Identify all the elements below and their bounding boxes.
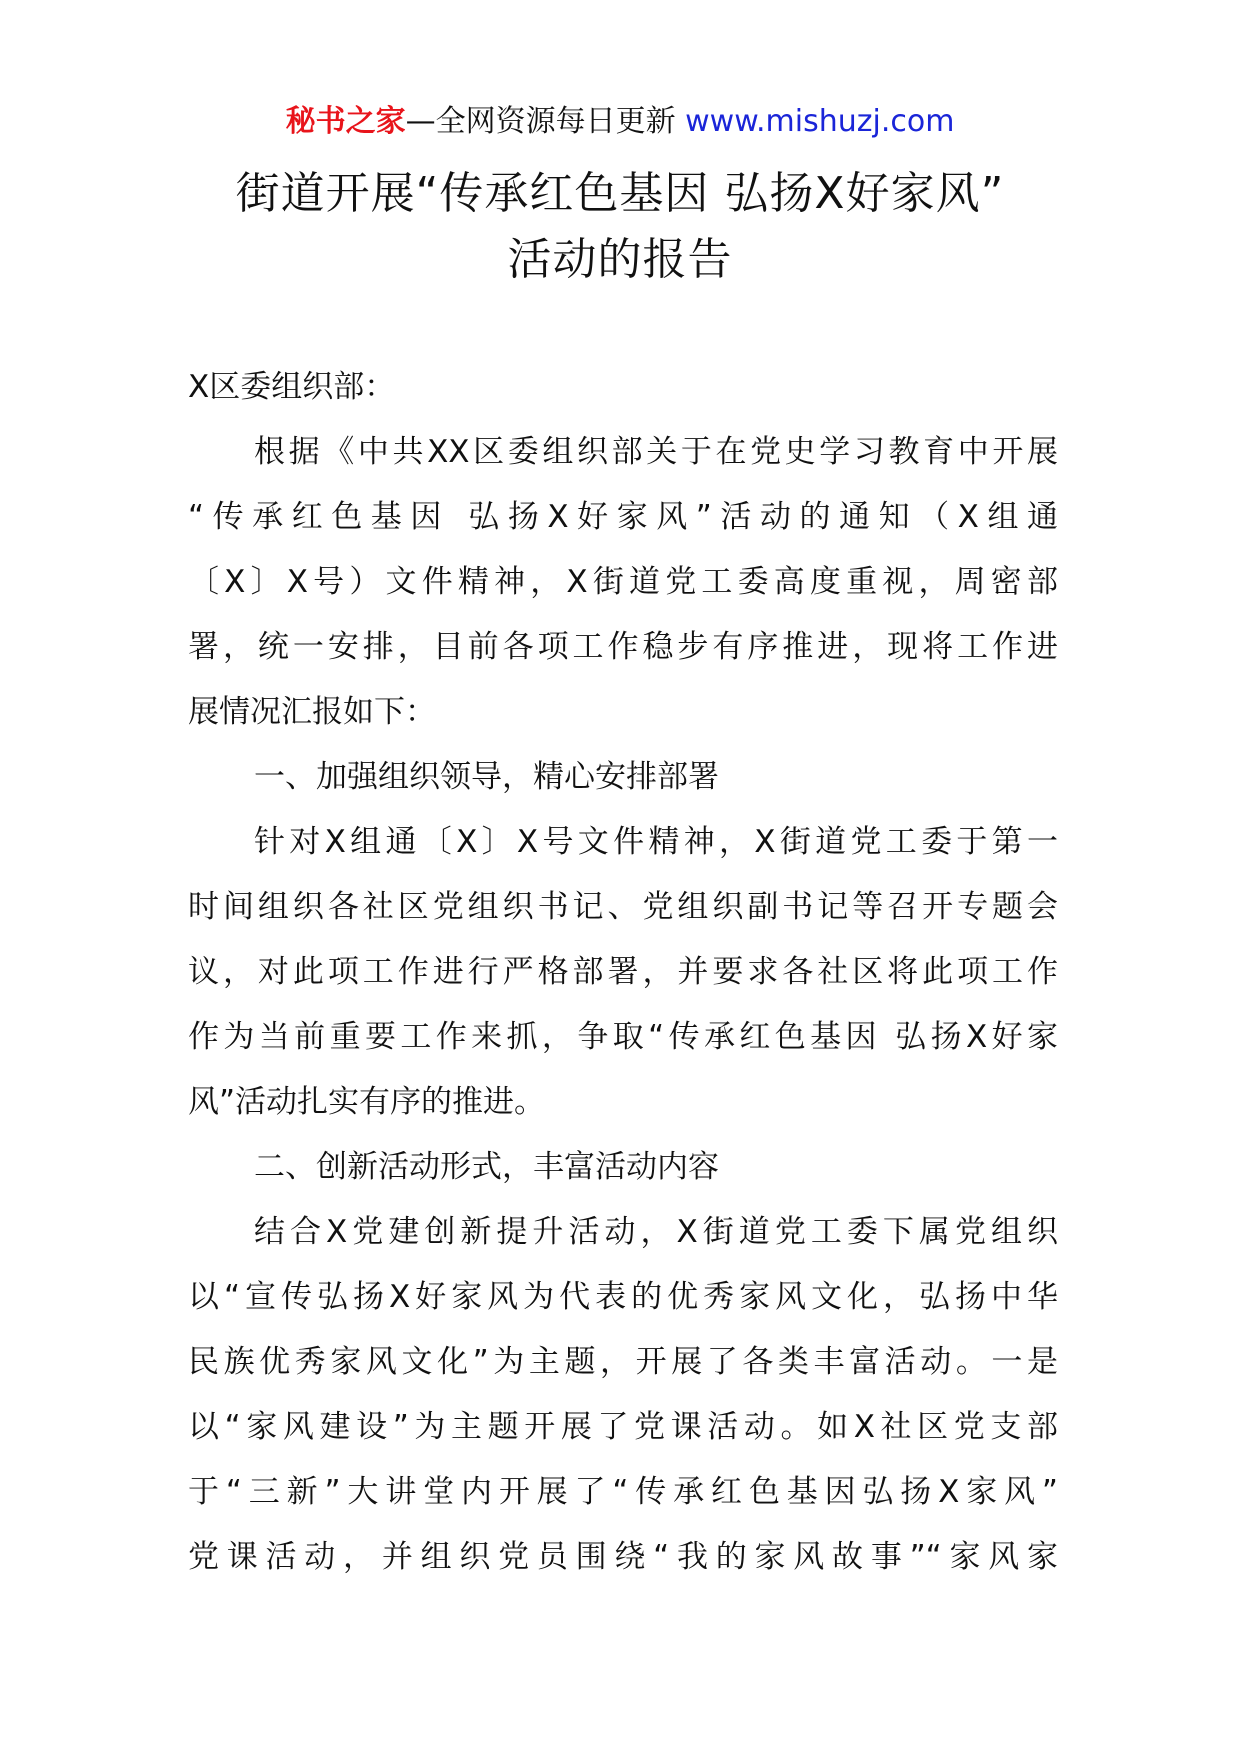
section1-line: 作为当前重要工作来抓，争取“传承红色基因 弘扬X好家 [188, 1019, 1058, 1055]
intro-line: 展情况汇报如下： [188, 694, 436, 730]
document-body [188, 355, 1058, 1590]
document-title-line-2: 活动的报告 [507, 234, 733, 285]
section1-line: 针对X组通〔X〕X号文件精神，X街道党工委于第一 [254, 824, 1058, 860]
section1-line: 议，对此项工作进行严格部署，并要求各社区将此项工作 [188, 954, 1058, 990]
document-title-line-1: 街道开展“传承红色基因 弘扬X好家风” [235, 168, 1005, 219]
section-heading-2: 二、创新活动形式，丰富活动内容 [254, 1149, 719, 1185]
intro-line: “传承红色基因 弘扬X好家风”活动的通知（X组通 [188, 499, 1058, 535]
section2-line: 结合X党建创新提升活动，X街道党工委下属党组织 [254, 1214, 1058, 1250]
section2-line: 民族优秀家风文化”为主题，开展了各类丰富活动。一是 [188, 1344, 1058, 1380]
salutation: X区委组织部： [188, 369, 396, 405]
section1-line: 时间组织各社区党组织书记、党组织副书记等召开专题会 [188, 889, 1058, 925]
section2-line: 以“宣传弘扬X好家风为代表的优秀家风文化，弘扬中华 [188, 1279, 1058, 1315]
section1-line: 风”活动扎实有序的推进。 [188, 1084, 546, 1120]
section-heading-1: 一、加强组织领导，精心安排部署 [254, 759, 719, 795]
intro-line: 署，统一安排，目前各项工作稳步有序推进，现将工作进 [188, 629, 1058, 665]
section2-line: 于“三新”大讲堂内开展了“传承红色基因弘扬X家风” [188, 1474, 1058, 1510]
site-url-link[interactable]: www.mishuzj.com [685, 104, 955, 139]
header-tagline: —全网资源每日更新 [405, 104, 676, 139]
intro-line: 根据《中共XX区委组织部关于在党史学习教育中开展 [254, 434, 1058, 470]
section2-line: 以“家风建设”为主题开展了党课活动。如X社区党支部 [188, 1409, 1058, 1445]
site-header [0, 100, 1240, 144]
section2-line: 党课活动，并组织党员围绕“我的家风故事”“家风家 [188, 1539, 1058, 1575]
brand-name: 秘书之家 [285, 104, 406, 139]
intro-line: 〔X〕X号）文件精神，X街道党工委高度重视，周密部 [188, 564, 1058, 600]
